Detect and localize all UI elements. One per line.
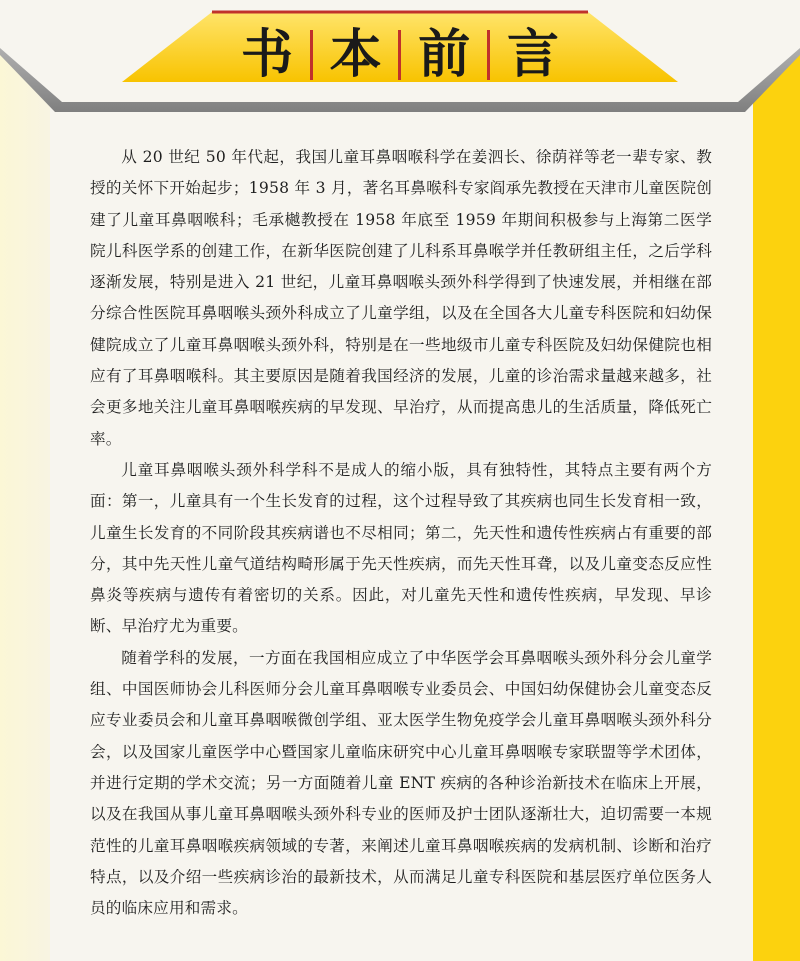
title-char: 本	[329, 25, 382, 85]
title-divider	[487, 30, 490, 80]
title-divider	[398, 30, 401, 80]
title-divider	[310, 30, 313, 80]
paragraph: 随着学科的发展，一方面在我国相应成立了中华医学会耳鼻咽喉头颈外科分会儿童学组、中国医师协会儿科医师分会儿童耳鼻咽喉专业委员会、中国妇幼保健协会儿童变态反应专业委员会和儿童耳鼻咽喉微创学组、亚太医学生物免疫学会儿童耳鼻咽喉头颈外科分会，以及国家儿童医学中心暨国家儿童临床研究中心儿童耳鼻咽喉专家联盟等学术团体，并进行定期的学术交流；另一方面随着儿童 ENT 疾病的各种诊治新技术在临床上开展，以及在我国从事儿童耳鼻咽喉头颈外科专业的医师及护士团队逐渐壮大，迫切需要一本规范性的儿童耳鼻咽喉疾病领域的专著，来阐述儿童耳鼻咽喉疾病的发病机制、诊断和治疗特点，以及介绍一些疾病诊治的最新技术，从而满足儿童专科医院和基层医疗单位医务人员的临床应用和需求。	[90, 648, 712, 918]
preface-body	[90, 142, 712, 924]
title-char: 前	[418, 25, 471, 85]
paragraph: 儿童耳鼻咽喉头颈外科学科不是成人的缩小版，具有独特性，其特点主要有两个方面：第一，儿童具有一个生长发育的过程，这个过程导致了其疾病也同生长发育相一致，儿童生长发育的不同阶段其疾病谱也不尽相同；第二，先天性和遗传性疾病占有重要的部分，其中先天性儿童气道结构畸形属于先天性疾病，而先天性耳聋，以及儿童变态反应性鼻炎等疾病与遗传有着密切的关系。因此，对儿童先天性和遗传性疾病，早发现、早诊断、早治疗尤为重要。	[90, 460, 712, 636]
right-yellow-stripe	[753, 0, 800, 961]
title-char: 书	[240, 25, 293, 85]
title-banner	[0, 0, 800, 120]
paragraph: 从 20 世纪 50 年代起，我国儿童耳鼻咽喉科学在姜泗长、徐荫祥等老一辈专家、教授的关怀下开始起步；1958 年 3 月，著名耳鼻喉科专家阎承先教授在天津市儿童医院创建了儿童耳鼻咽喉科；毛承樾教授在 1958 年底至 1959 年期间积极参与上海第二医学院儿科医学系的创建工作，在新华医院创建了儿科系耳鼻喉学并任教研组主任，之后学科逐渐发展，特别是进入 21 世纪，儿童耳鼻咽喉头颈外科学得到了快速发展，并相继在部分综合性医院耳鼻咽喉头颈外科成立了儿童学组，以及在全国各大儿童专科医院和妇幼保健院成立了儿童耳鼻咽喉头颈外科，特别是在一些地级市儿童专科医院及妇幼保健院也相应有了耳鼻咽喉科。其主要原因是随着我国经济的发展，儿童的诊治需求量越来越多，社会更多地关注儿童耳鼻咽喉疾病的早发现、早治疗，从而提高患儿的生活质量，降低死亡率。	[90, 148, 712, 448]
left-decor-stripe	[0, 0, 50, 961]
title-char: 言	[506, 25, 559, 85]
page-title	[232, 20, 568, 90]
